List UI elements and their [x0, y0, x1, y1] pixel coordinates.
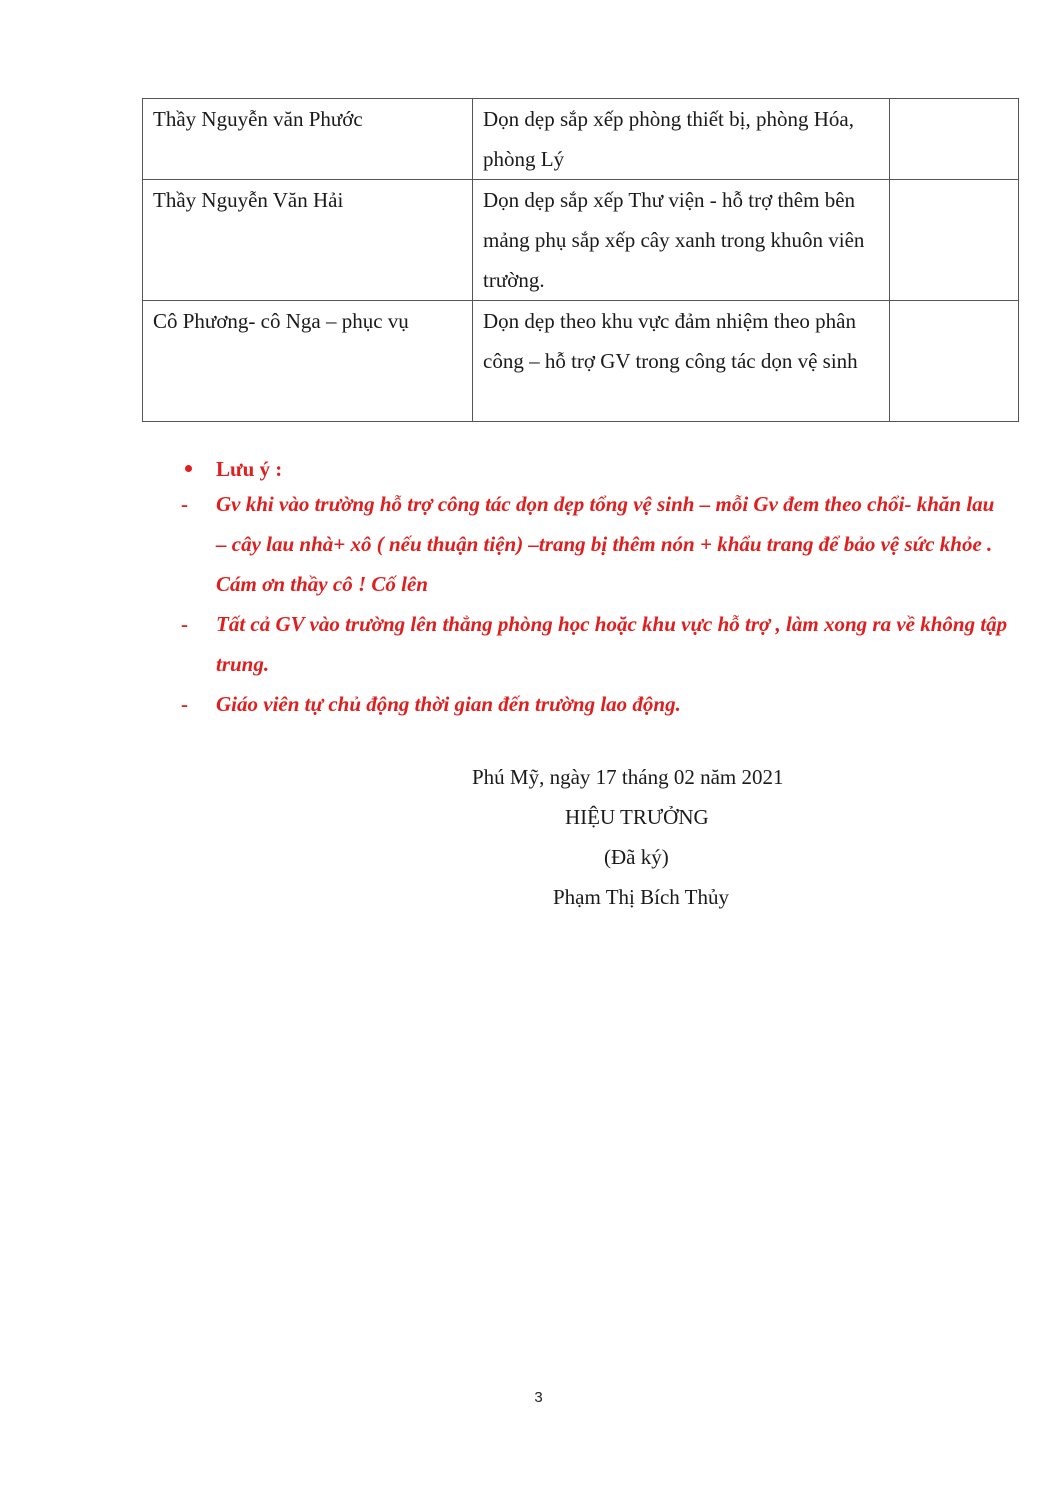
page-number: 3 — [534, 1389, 543, 1406]
note-item — [178, 684, 1008, 724]
notes-heading-row — [178, 454, 1008, 484]
person-cell — [143, 301, 473, 422]
task-cell — [473, 99, 890, 180]
person-name: Cô Phương- cô Nga – phục vụ — [153, 309, 409, 333]
person-name: Thầy Nguyễn văn Phước — [153, 107, 363, 131]
task-cell — [473, 301, 890, 422]
person-name: Thầy Nguyễn Văn Hải — [153, 188, 344, 212]
note-text: Tất cả GV vào trường lên thẳng phòng học hoặc khu vực hỗ trợ , làm xong ra về không tập trung. — [216, 612, 1008, 676]
duty-assignment-table — [142, 98, 1019, 422]
person-cell — [143, 180, 473, 301]
person-cell — [143, 99, 473, 180]
table-row — [143, 180, 1019, 301]
note-cell — [890, 180, 1019, 301]
task-description: Dọn dẹp sắp xếp Thư viện - hỗ trợ thêm bên mảng phụ sắp xếp cây xanh trong khuôn viên trường. — [483, 188, 865, 292]
note-text: Gv khi vào trường hỗ trợ công tác dọn dẹp tổng vệ sinh – mỗi Gv đem theo chổi- khăn lau – cây lau nhà+ xô ( nếu thuận tiện) –trang bị thêm nón + khẩu trang để bảo vệ sức khỏe . Cám ơn thầy cô ! Cố lên — [216, 492, 995, 596]
task-cell — [473, 180, 890, 301]
dash-bullet: - — [181, 612, 188, 636]
table-row — [143, 301, 1019, 422]
table-row — [143, 99, 1019, 180]
notes-section — [178, 454, 1008, 724]
notes-heading: Lưu ý : — [216, 457, 283, 481]
signed-mark: (Đã ký) — [604, 845, 669, 869]
place-date: Phú Mỹ, ngày 17 tháng 02 năm 2021 — [472, 765, 784, 789]
signer-title: HIỆU TRƯỞNG — [565, 805, 709, 829]
task-description: Dọn dẹp sắp xếp phòng thiết bị, phòng Hóa, phòng Lý — [483, 107, 854, 171]
note-item — [178, 484, 1008, 604]
dash-bullet: - — [181, 492, 188, 516]
note-item — [178, 604, 1008, 684]
bullet-dot-icon — [185, 465, 192, 472]
note-text: Giáo viên tự chủ động thời gian đến trường lao động. — [216, 692, 681, 716]
note-cell — [890, 99, 1019, 180]
task-description: Dọn dẹp theo khu vực đảm nhiệm theo phân công – hỗ trợ GV trong công tác dọn vệ sinh — [483, 309, 858, 373]
note-cell — [890, 301, 1019, 422]
dash-bullet: - — [181, 692, 188, 716]
signer-name: Phạm Thị Bích Thủy — [553, 885, 729, 909]
